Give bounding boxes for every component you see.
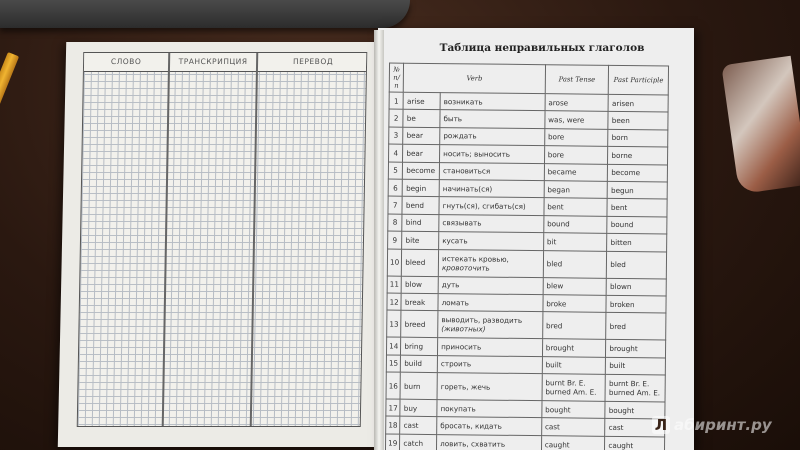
verb-translation-text: ломать (441, 297, 469, 307)
row-number (388, 179, 403, 197)
verb-infinitive-text: breed (404, 319, 426, 329)
table-row (386, 372, 665, 402)
row-number-text: 1 (393, 96, 399, 106)
row-number-text: 12 (389, 297, 399, 307)
header-verb: Verb (404, 63, 546, 93)
row-number (386, 399, 401, 417)
verb-past-participle (608, 112, 668, 130)
verb-infinitive (403, 179, 440, 197)
verb-infinitive-text: build (404, 359, 422, 369)
verb-past-participle (607, 216, 667, 234)
verb-translation-text: бросать, кидать (440, 421, 502, 431)
verb-past-tense-text: bent (547, 202, 564, 212)
verb-past-participle (608, 129, 668, 147)
verb-infinitive (401, 276, 438, 294)
row-number (388, 231, 403, 249)
verb-past-participle (607, 199, 667, 217)
verb-past-participle (608, 94, 668, 112)
row-number (387, 293, 402, 311)
verb-past-participle-text: arisen (611, 98, 635, 108)
grid-divider (250, 53, 258, 426)
verb-infinitive-text: become (406, 165, 436, 176)
verb-past-participle-text: burnt Br. E. (609, 378, 650, 389)
column-word-header: СЛОВО (110, 57, 142, 66)
verb-past-tense-text: arose (548, 97, 569, 108)
verb-translation-text: носить; выносить (443, 148, 511, 159)
row-number-text: 13 (389, 319, 399, 329)
verb-infinitive (400, 417, 437, 435)
column-translation-header: ПЕРЕВОД (292, 57, 334, 66)
verb-translation (440, 127, 545, 145)
verb-past-participle-text: blown (610, 282, 632, 292)
verb-translation-text: быть (443, 114, 463, 124)
verb-translation (439, 232, 544, 250)
verb-infinitive (401, 293, 438, 311)
verb-translation (438, 276, 543, 294)
row-number (389, 127, 404, 145)
verb-translation-text: ловить, схватить (440, 438, 506, 449)
row-number (389, 144, 404, 162)
header-past-participle: Past Participle (609, 65, 669, 95)
verb-past-tense-text: bled (546, 259, 563, 269)
laptop-edge (0, 0, 410, 28)
verb-infinitive-text: cast (403, 420, 419, 431)
verb-past-participle-text: cast (608, 423, 624, 433)
verb-translation (437, 417, 542, 435)
row-number-text: 9 (392, 235, 398, 245)
verb-infinitive-text: bring (404, 341, 424, 351)
verb-past-tense-text: caught (544, 439, 570, 450)
verb-infinitive-text: buy (403, 403, 418, 413)
verb-infinitive (400, 434, 437, 450)
row-number (386, 355, 401, 373)
verb-past-tense-text: began (547, 184, 571, 195)
verb-infinitive (401, 355, 438, 373)
verb-past-tense (544, 128, 608, 146)
row-number-text: 19 (388, 438, 398, 448)
verb-infinitive-text: bend (405, 200, 425, 210)
verb-translation (440, 145, 545, 163)
verb-past-participle-text: become (611, 168, 641, 178)
verb-infinitive-text: bind (405, 218, 422, 228)
verb-translation (438, 311, 543, 339)
verb-past-participle-text: broken (609, 299, 635, 309)
verb-translation-text: кровоточить (441, 262, 490, 273)
table-row (387, 310, 666, 340)
verb-translation (438, 293, 543, 311)
row-number-text: 10 (390, 257, 400, 267)
verb-infinitive-text: bite (405, 235, 420, 245)
verb-past-tense (542, 356, 606, 374)
verb-past-participle-text: caught (608, 440, 634, 450)
verb-translation-text: дуть (441, 280, 460, 290)
verb-past-participle-text: bitten (610, 237, 632, 247)
table-row (387, 249, 666, 279)
row-number (388, 162, 403, 180)
verb-infinitive-text: bear (406, 148, 423, 158)
table-body (385, 92, 668, 450)
verb-translation-text: кусать (442, 235, 468, 246)
verb-infinitive (403, 162, 440, 180)
header-past-tense: Past Tense (545, 65, 609, 95)
row-number-text: 5 (393, 165, 398, 175)
verb-translation (439, 180, 544, 198)
row-number-text: 2 (393, 113, 399, 123)
verb-translation-text: приносить (441, 342, 482, 352)
header-num: № п/п (389, 63, 404, 92)
verb-past-tense (542, 401, 606, 419)
verb-past-participle-text: burned Am. E. (608, 387, 661, 398)
verb-past-tense-text: was, were (548, 115, 585, 125)
row-number (387, 276, 402, 294)
verb-past-participle-text: bred (609, 321, 627, 331)
verb-past-participle (605, 436, 665, 450)
verb-translation (440, 110, 545, 128)
row-number-text: 6 (393, 183, 398, 193)
verb-translation (439, 197, 544, 215)
row-number-text: 16 (388, 381, 398, 391)
row-number-text: 15 (388, 358, 399, 369)
notebook-spine (374, 30, 384, 450)
verb-past-tense (542, 339, 606, 357)
verb-past-tense (544, 198, 608, 216)
verb-past-participle (606, 295, 666, 313)
column-transcription-header: ТРАНСКРИПЦИЯ (178, 57, 248, 66)
verb-past-tense (544, 146, 608, 164)
verb-past-participle (605, 374, 665, 402)
verb-past-tense-text: burnt Br. E. (545, 378, 586, 388)
verb-past-participle-text: built (609, 361, 626, 371)
verb-infinitive (401, 310, 438, 337)
verb-infinitive (403, 144, 440, 162)
verb-past-participle-text: bled (610, 259, 626, 270)
verb-past-tense-text: bound (547, 219, 570, 229)
verb-translation (439, 162, 544, 180)
row-number (387, 249, 402, 276)
verb-past-tense-text: bore (547, 132, 565, 142)
page-title: Таблица неправильных глаголов (439, 42, 645, 54)
row-number (388, 196, 403, 214)
verb-translation (438, 249, 543, 277)
row-number-text: 8 (392, 218, 398, 228)
verb-past-tense (545, 111, 609, 129)
verb-past-tense (542, 312, 606, 340)
verb-past-tense-text: bred (545, 321, 563, 331)
verb-past-tense-text: brought (545, 343, 575, 353)
verb-past-tense (545, 94, 609, 112)
row-number (386, 416, 401, 434)
row-number (388, 214, 403, 232)
verb-past-tense (543, 277, 607, 295)
verb-infinitive-text: begin (406, 183, 427, 193)
verb-past-tense-text: built (545, 360, 562, 370)
row-number-text: 17 (388, 403, 398, 413)
verb-past-tense (543, 295, 607, 313)
verb-translation-text: становиться (442, 166, 491, 176)
verb-infinitive-text: be (406, 113, 416, 123)
verb-past-tense (544, 181, 608, 199)
verb-past-participle (606, 340, 666, 358)
verb-past-participle (606, 278, 666, 296)
row-number-text: 18 (388, 420, 398, 430)
verb-infinitive (402, 214, 439, 232)
verb-infinitive-text: break (404, 297, 426, 307)
verb-past-participle-text: borne (611, 150, 633, 160)
verb-translation-text: строить (440, 359, 472, 369)
verb-past-tense (542, 374, 606, 402)
verb-translation (438, 338, 543, 356)
grid-divider (162, 53, 170, 426)
verb-translation-text: связывать (442, 218, 482, 228)
verb-translation (440, 93, 545, 111)
verb-past-tense-text: cast (544, 422, 560, 432)
row-number-text: 14 (389, 341, 399, 351)
verb-past-participle-text: bought (608, 405, 635, 415)
verb-infinitive-text: arise (406, 96, 425, 106)
verb-translation (439, 214, 544, 232)
verb-past-tense-text: bit (546, 237, 557, 247)
verb-infinitive-text: burn (403, 381, 421, 391)
verb-past-tense (543, 233, 607, 251)
watermark-logo-icon: Л (652, 416, 670, 434)
verb-translation-text: выводить, разводить (441, 315, 523, 326)
verb-past-tense-text: bought (545, 404, 571, 415)
verb-past-participle (606, 313, 666, 341)
verb-translation-text: гореть, жечь (440, 381, 491, 392)
verb-past-participle (607, 181, 667, 199)
verb-past-participle (607, 251, 667, 279)
row-number (386, 337, 401, 355)
row-number-text: 7 (392, 200, 398, 210)
verb-infinitive (403, 92, 440, 110)
verb-past-participle (608, 147, 668, 165)
verb-translation (437, 400, 542, 418)
verb-past-participle (606, 357, 666, 375)
verb-past-participle (608, 164, 668, 182)
verb-past-participle-text: born (611, 133, 629, 143)
row-number (385, 434, 400, 450)
row-number-text: 4 (393, 148, 399, 158)
verb-past-tense (544, 215, 608, 233)
verb-infinitive-text: blow (405, 279, 422, 290)
verb-translation-text: истекать кровью, (442, 253, 509, 264)
verb-past-tense-text: blew (546, 281, 564, 291)
verb-past-participle-text: bent (610, 202, 628, 213)
verb-translation-text: покупать (440, 403, 476, 414)
verb-past-tense-text: became (547, 167, 577, 177)
verb-past-participle-text: brought (609, 343, 638, 354)
irregular-verbs-table (385, 63, 669, 450)
vocabulary-grid-header (84, 53, 366, 72)
verb-infinitive (402, 197, 439, 215)
verb-infinitive-text: catch (403, 438, 424, 448)
verb-translation-text: начинать(ся) (442, 183, 493, 194)
verb-infinitive (403, 127, 440, 145)
verb-translation (437, 373, 542, 401)
verb-past-participle-text: begun (611, 185, 634, 195)
verb-past-participle-text: been (611, 115, 630, 126)
verb-past-tense (541, 418, 605, 436)
table-row (385, 434, 664, 450)
verb-translation-text: возникать (443, 96, 483, 107)
verb-translation-text: рождать (443, 131, 477, 141)
verb-infinitive (400, 399, 437, 417)
verb-past-participle (607, 233, 667, 251)
verb-translation (437, 355, 542, 373)
verb-infinitive (401, 337, 438, 355)
row-number (389, 109, 404, 127)
verb-past-tense-text: bore (547, 150, 565, 160)
verb-past-participle-text: bound (610, 220, 634, 230)
verb-past-tense (543, 250, 607, 278)
verb-infinitive (400, 372, 437, 399)
verb-past-tense-text: broke (546, 298, 567, 309)
row-number (387, 310, 402, 337)
verb-translation (437, 434, 542, 450)
verb-infinitive (403, 110, 440, 128)
row-number (386, 372, 401, 399)
row-number (389, 92, 404, 110)
verb-past-tense (544, 163, 608, 181)
table-header-row (389, 63, 668, 95)
verb-infinitive-text: bleed (405, 257, 426, 267)
verb-translation-text: гнуть(ся), сгибать(ся) (442, 201, 526, 212)
row-number-text: 11 (389, 279, 400, 289)
row-number-text: 3 (393, 131, 399, 141)
verb-past-tense-text: burned Am. E. (545, 387, 597, 397)
watermark-text: абиринт.ру (674, 416, 772, 434)
verb-past-tense (541, 436, 605, 450)
verb-translation-text: (животных) (441, 324, 486, 334)
vocabulary-grid-table (77, 52, 368, 427)
verb-infinitive (402, 231, 439, 249)
verb-infinitive (402, 249, 439, 276)
watermark (652, 416, 772, 434)
verb-infinitive-text: bear (406, 131, 424, 141)
